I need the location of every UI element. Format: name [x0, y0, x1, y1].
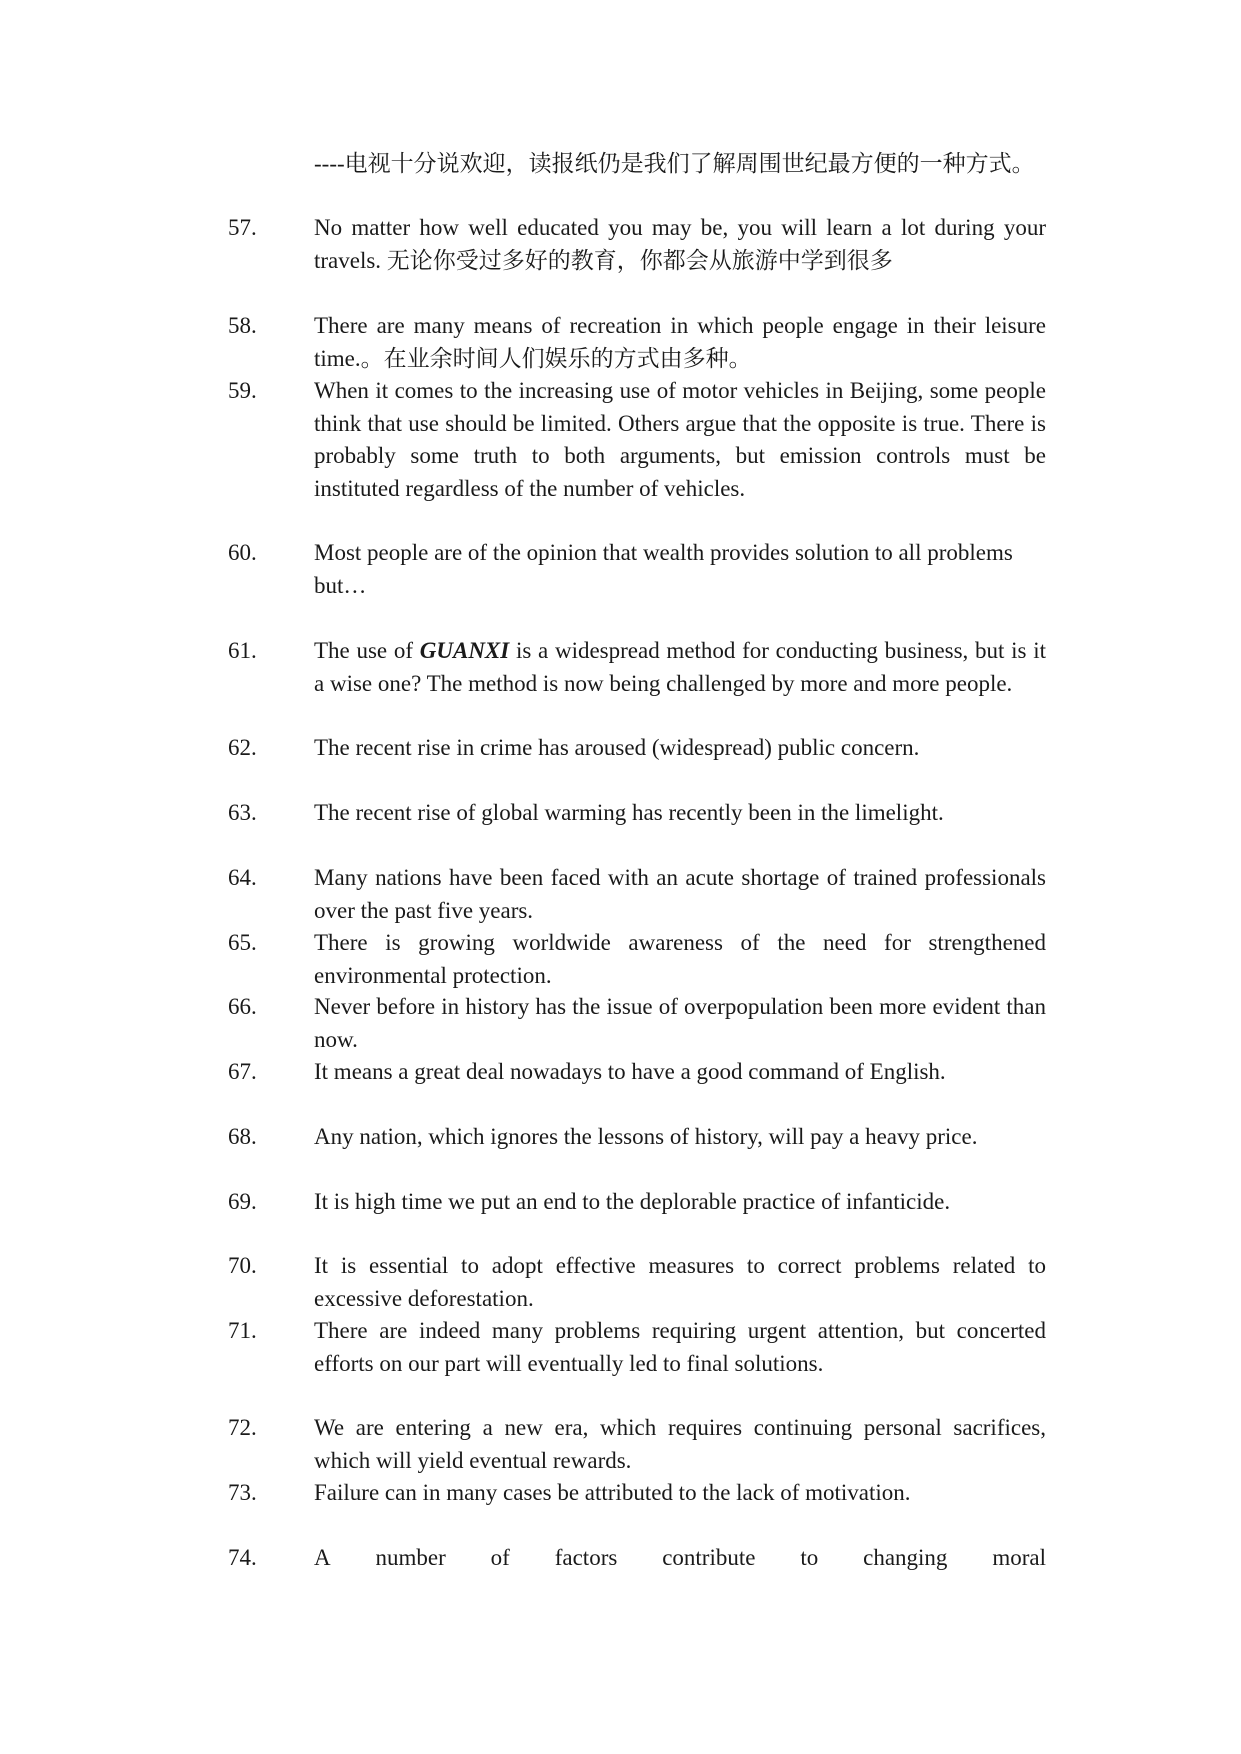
- item-word: factors: [554, 1545, 618, 1570]
- item-text: The use of GUANXI is a widespread method for conducting business, but is it a wise one? The method is now being challenged by more and more people.: [314, 638, 1046, 696]
- item-text: There are indeed many problems requiring urgent attention, but concerted efforts on our part will eventually led to final solutions.: [314, 1318, 1046, 1376]
- item-text: We are entering a new era, which requires continuing personal sacrifices, which will yield eventual rewards.: [314, 1415, 1046, 1473]
- item-text: The recent rise in crime has aroused (widespread) public concern.: [314, 735, 920, 760]
- item-text: Most people are of the opinion that wealth provides solution to all problems but…: [314, 537, 1046, 602]
- item-number: 72.: [228, 1415, 257, 1440]
- item-word: of: [490, 1545, 510, 1570]
- item-number: 73.: [228, 1480, 257, 1505]
- item-number: 68.: [228, 1124, 257, 1149]
- item-number: 60.: [228, 540, 257, 565]
- emphasized-term: GUANXI: [419, 638, 510, 663]
- item-number: 61.: [228, 638, 257, 663]
- item-text: When it comes to the increasing use of motor vehicles in Beijing, some people think that use should be limited. Others argue that the opposite is true. There is probably some truth to both arguments, but emission controls must be instituted regardless of the number of vehicles.: [314, 378, 1046, 501]
- item-number: 64.: [228, 865, 257, 890]
- item-text: It is high time we put an end to the deplorable practice of infanticide.: [314, 1189, 951, 1214]
- item-text: There is growing worldwide awareness of the need for strengthened environmental protection.: [314, 930, 1046, 988]
- item-text: Many nations have been faced with an acute shortage of trained professionals over the past five years.: [314, 865, 1046, 923]
- item-word: moral: [992, 1545, 1046, 1570]
- item-text: No matter how well educated you may be, you will learn a lot during your travels. 无论你受过多好的教育，你都会从旅游中学到很多: [314, 215, 1046, 273]
- item-text: It is essential to adopt effective measures to correct problems related to excessive deforestation.: [314, 1253, 1046, 1311]
- item-number: 63.: [228, 800, 257, 825]
- item-text: It means a great deal nowadays to have a good command of English.: [314, 1059, 946, 1084]
- item-text: There are many means of recreation in which people engage in their leisure time.。在业余时间人们娱乐的方式由多种。: [314, 313, 1046, 371]
- item-number: 58.: [228, 313, 257, 338]
- item-text-continuation: but…: [314, 572, 367, 598]
- item-number: 74.: [228, 1545, 257, 1570]
- item-word: A: [314, 1545, 331, 1570]
- item-number: 59.: [228, 378, 257, 403]
- item-number: 69.: [228, 1189, 257, 1214]
- item-text: Never before in history has the issue of overpopulation been more evident than now.: [314, 994, 1046, 1052]
- item-word: number: [375, 1545, 446, 1570]
- item-number: 62.: [228, 735, 257, 760]
- item-number: 70.: [228, 1253, 257, 1278]
- item-number: 65.: [228, 930, 257, 955]
- item-number: 67.: [228, 1059, 257, 1084]
- item-word: contribute: [662, 1545, 756, 1570]
- item-text: The recent rise of global warming has recently been in the limelight.: [314, 800, 944, 825]
- item-text: [314, 1542, 1046, 1575]
- item-text: Failure can in many cases be attributed to the lack of motivation.: [314, 1480, 911, 1505]
- continuation-text: ----电视十分说欢迎，读报纸仍是我们了解周围世纪最方便的一种方式。: [314, 151, 1035, 176]
- item-number: 71.: [228, 1318, 257, 1343]
- item-word: to: [800, 1545, 819, 1570]
- item-number: 66.: [228, 994, 257, 1019]
- item-text: Any nation, which ignores the lessons of history, will pay a heavy price.: [314, 1124, 978, 1149]
- item-word: changing: [863, 1545, 948, 1570]
- item-number: 57.: [228, 215, 257, 240]
